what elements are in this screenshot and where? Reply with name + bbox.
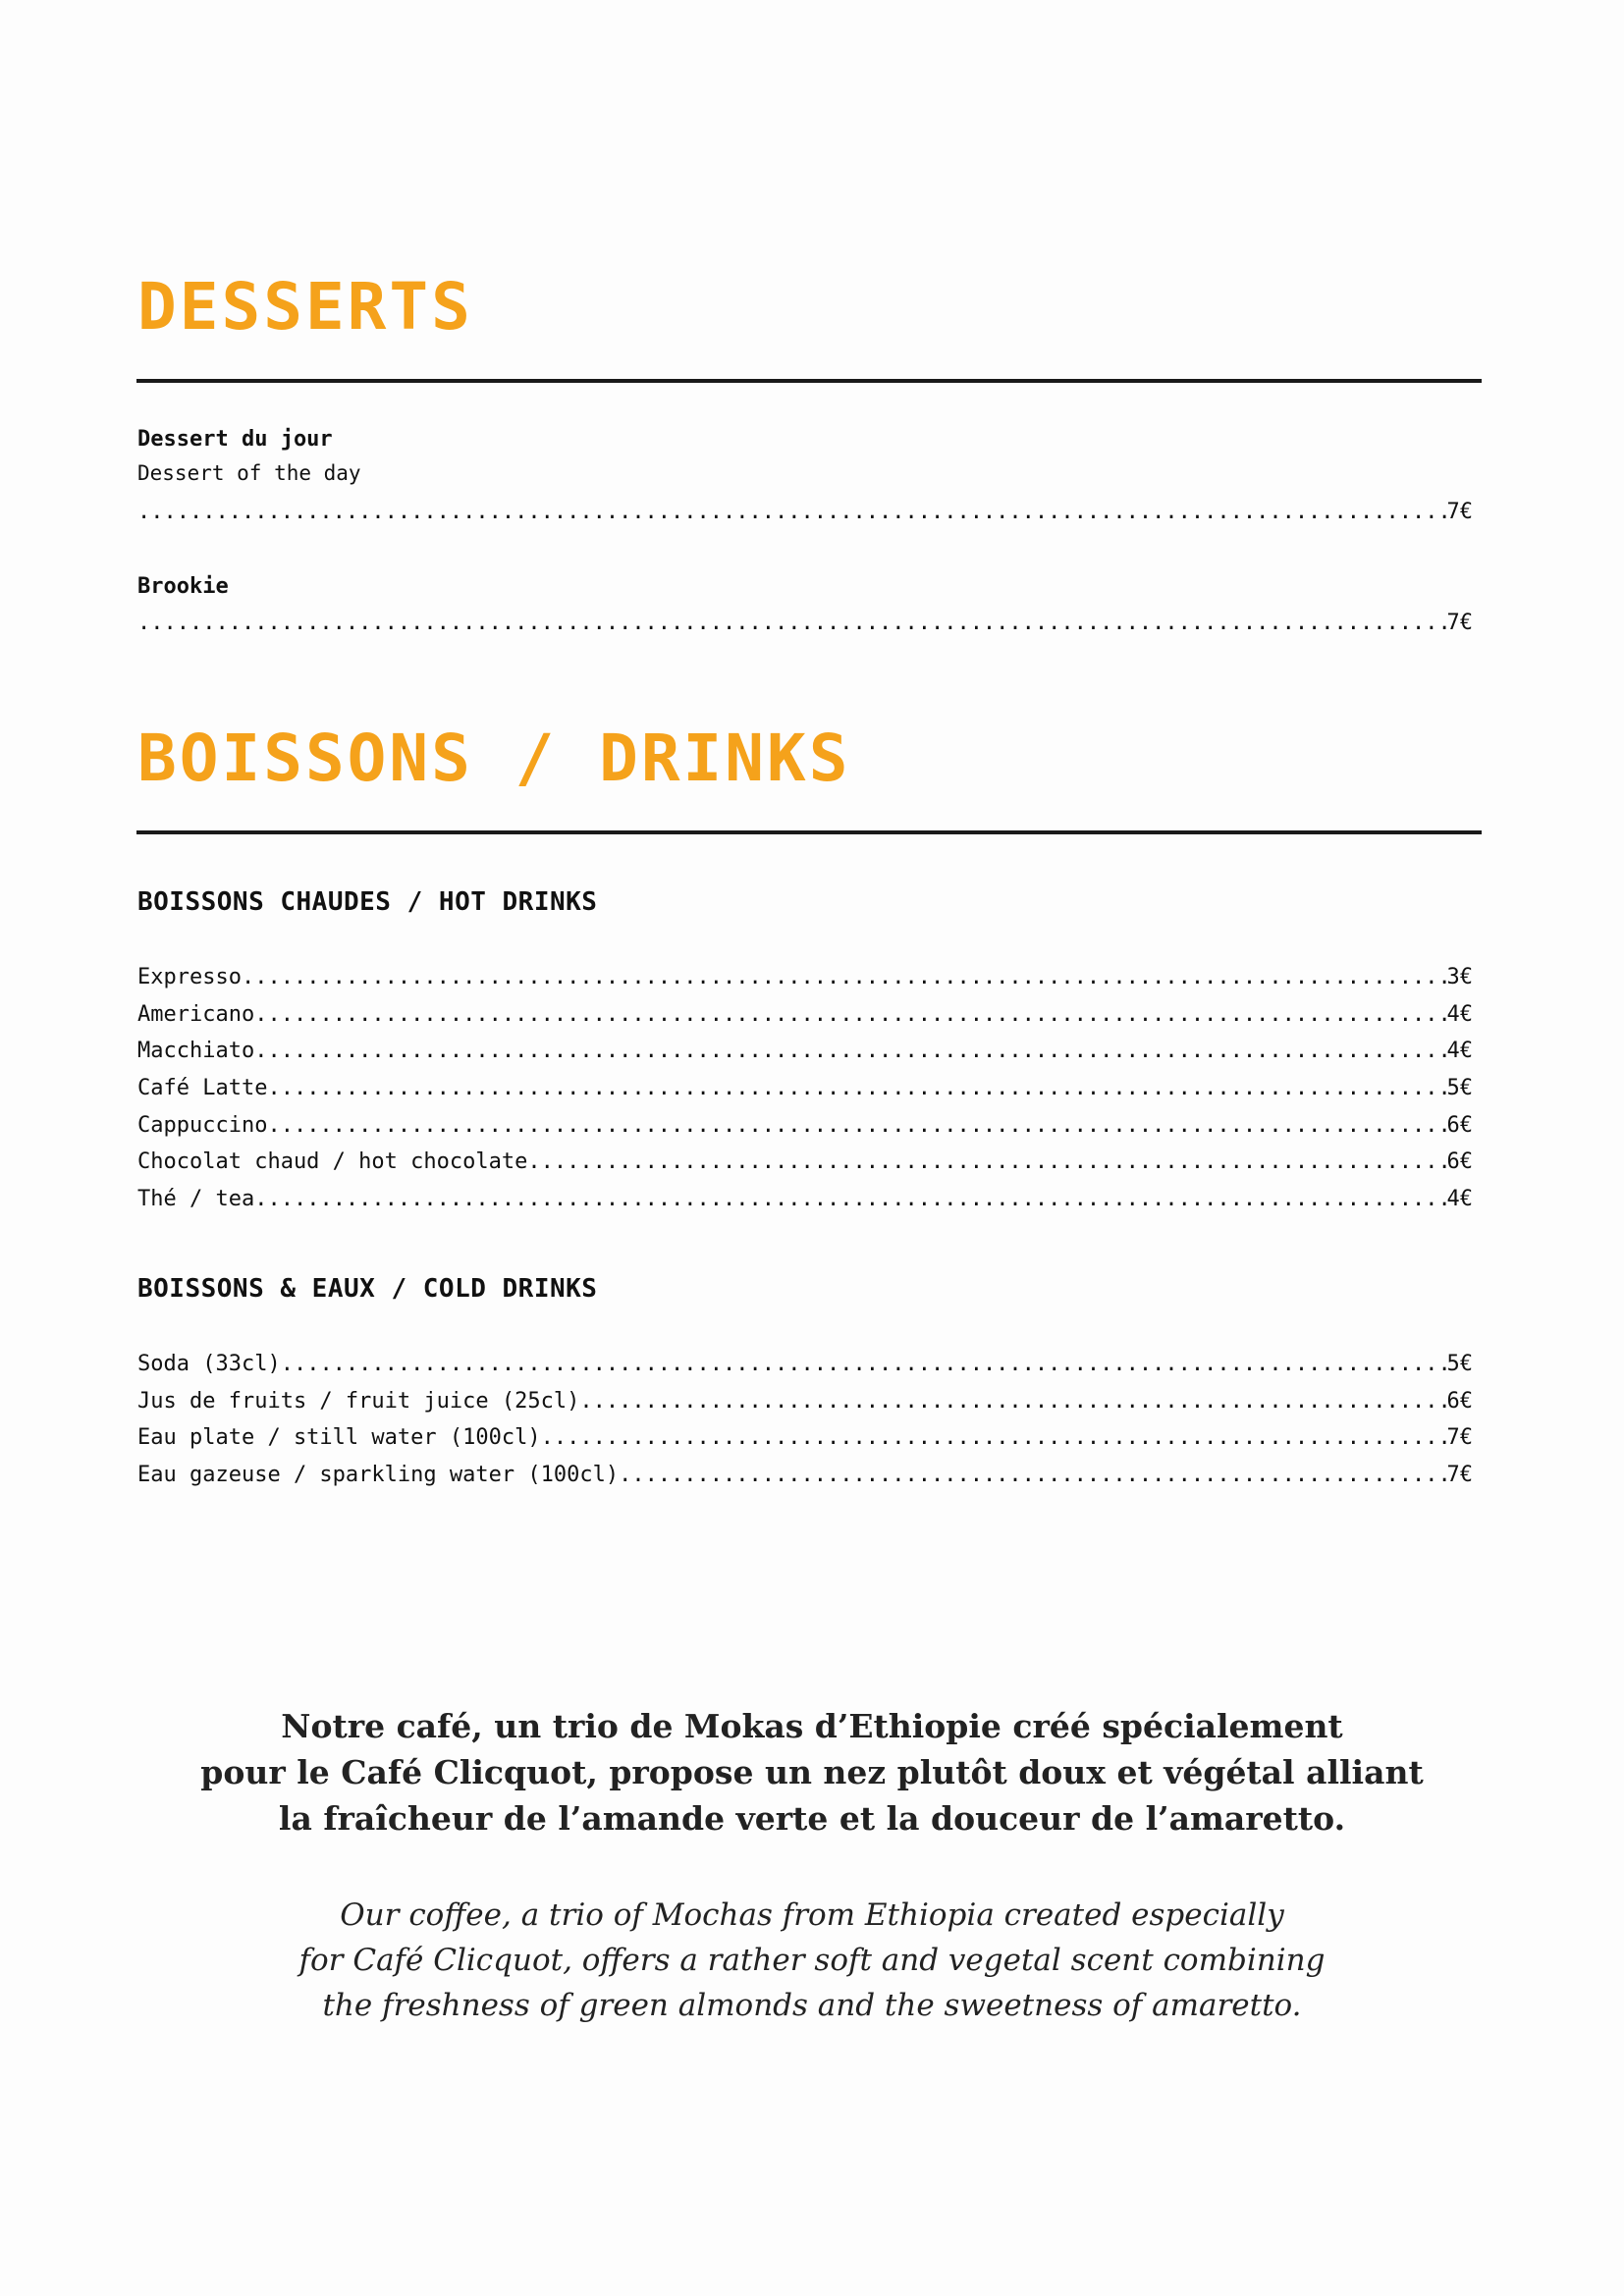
dot-leader [527,1151,1446,1173]
dot-leader [619,1465,1446,1486]
menu-item-price: 4€ [1446,1002,1473,1027]
dessert-item-price-line [137,502,1473,523]
menu-item-name: Macchiato [137,1039,255,1063]
menu-item [137,1004,1473,1026]
menu-item-name: Thé / tea [137,1187,255,1211]
dessert-item-name: Dessert du jour [137,427,333,452]
menu-item-name: Expresso [137,965,242,989]
menu-item-name: Eau plate / still water (100cl) [137,1425,541,1450]
dot-leader [137,502,1447,523]
menu-item-price: 4€ [1446,1187,1473,1211]
menu-item [137,967,1473,988]
menu-item [137,1391,1473,1413]
menu-item-price: 6€ [1446,1149,1473,1174]
menu-item-price: 3€ [1446,965,1473,989]
menu-item [137,1465,1473,1486]
dessert-item-name: Brookie [137,574,229,599]
dessert-item-subtitle: Dessert of the day [137,461,361,485]
menu-item [137,1354,1473,1375]
menu-item-price: 6€ [1446,1389,1473,1414]
menu-item-name: Soda (33cl) [137,1352,281,1376]
coffee-note-line: for Café Clicquot, offers a rather soft and vegetal scent combining [298,1943,1326,1978]
dot-leader [254,1004,1446,1026]
dot-leader [254,1189,1446,1210]
dot-leader [579,1391,1446,1413]
hot-drinks-title: BOISSONS CHAUDES / HOT DRINKS [137,887,598,917]
dot-leader [137,613,1447,634]
dessert-item-price: 7€ [1446,500,1473,524]
dot-leader [267,1078,1446,1099]
menu-item-price: 5€ [1446,1352,1473,1376]
desserts-title: DESSERTS [137,269,473,345]
menu-item-price: 7€ [1446,1463,1473,1487]
menu-item-price: 5€ [1446,1076,1473,1100]
dot-leader [242,967,1447,988]
menu-item [137,1189,1473,1210]
dot-leader [541,1427,1447,1449]
coffee-note-line: la fraîcheur de l’amande verte et la douceur de l’amaretto. [278,1799,1346,1838]
menu-item-name: Eau gazeuse / sparkling water (100cl) [137,1463,620,1487]
drinks-title: BOISSONS / DRINKS [137,721,851,796]
menu-item [137,1078,1473,1099]
coffee-note-french [0,1703,1624,1842]
menu-item [137,1041,1473,1062]
dessert-item-price: 7€ [1446,611,1473,635]
dessert-item-price-line [137,613,1473,634]
cold-drinks-title: BOISSONS & EAUX / COLD DRINKS [137,1274,598,1304]
dot-leader [254,1041,1446,1062]
dot-leader [267,1115,1446,1137]
menu-item [137,1427,1473,1449]
coffee-note-line: the freshness of green almonds and the sweetness of amaretto. [322,1988,1302,2023]
menu-item-name: Chocolat chaud / hot chocolate [137,1149,528,1174]
coffee-note-english [0,1893,1624,2028]
dot-leader [281,1354,1447,1375]
menu-item-name: Café Latte [137,1076,268,1100]
menu-item-name: Cappuccino [137,1113,268,1138]
drinks-divider [136,830,1482,834]
menu-item-name: Americano [137,1002,255,1027]
coffee-note-line: pour le Café Clicquot, propose un nez plutôt doux et végétal alliant [200,1753,1424,1791]
menu-item-price: 6€ [1446,1113,1473,1138]
desserts-divider [136,379,1482,383]
menu-item [137,1115,1473,1137]
menu-item-price: 7€ [1446,1425,1473,1450]
menu-item [137,1151,1473,1173]
coffee-note-line: Notre café, un trio de Mokas d’Ethiopie créé spécialement [281,1707,1343,1745]
menu-item-price: 4€ [1446,1039,1473,1063]
menu-item-name: Jus de fruits / fruit juice (25cl) [137,1389,580,1414]
coffee-note-line: Our coffee, a trio of Mochas from Ethiopia created especially [340,1897,1284,1933]
